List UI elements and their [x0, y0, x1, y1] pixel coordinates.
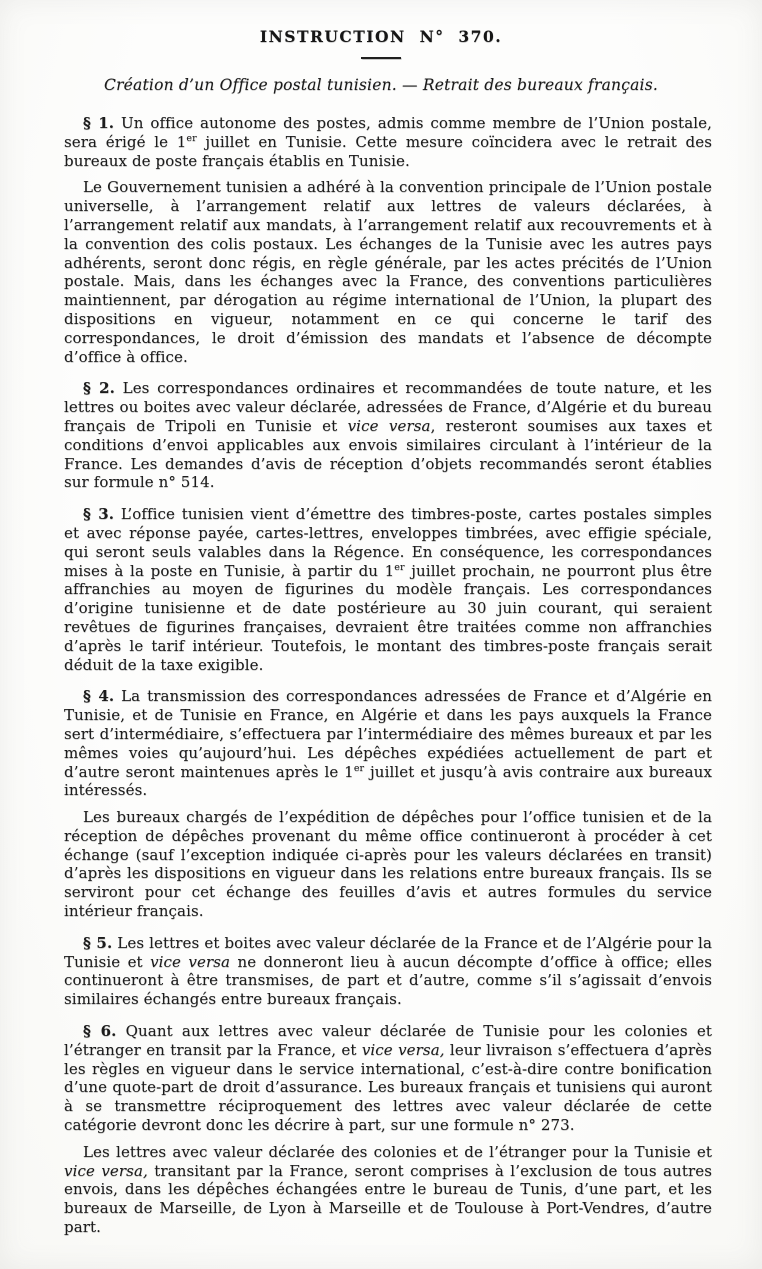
header-divider-rule	[361, 57, 401, 59]
document-title: Création d’un Office postal tunisien. — Retrait des bureaux français.	[104, 76, 658, 94]
body-text: transitant par la France, seront comprises à l’exclusion de tous autres envois, dans les dépêches échangées entre le bureau de Tunis, d’une part, et les bureaux de Marseille, de Lyon à Marseille et de Toulouse à Port-Vendres, d’autre part.	[64, 1161, 712, 1237]
body-text: Un office autonome des postes, admis comme membre de l’Union postale, sera érigé le 1	[64, 114, 712, 151]
section-paragraph	[64, 1022, 712, 1135]
italic-text: vice versa	[150, 952, 231, 971]
body-text: Le Gouvernement tunisien a adhéré à la convention principale de l’Union postale universelle, à l’arrangement relatif aux lettres de valeurs déclarées, à l’arrangement relatif aux mandats, à l’arrangement relatif aux recouvrements et à la convention des colis postaux. Les échanges de la Tunisie avec les autres pays adhérents, seront donc régis, en règle générale, par les actes précités de l’Union postale. Mais, dans les échanges avec la France, des conventions particulières maintiennent, par dérogation au régime international de l’Union, la plupart des dispositions en vigueur, notamment en ce qui concerne le tarif des correspondances, le droit d’émission des mandats et l’absence de décompte d’office à office.	[64, 178, 712, 366]
section-paragraph	[64, 934, 712, 1009]
section-paragraph	[64, 505, 712, 674]
section-label: § 4.	[83, 687, 115, 706]
body-text: juillet et jusqu’à avis contraire aux bureaux intéressés.	[64, 762, 713, 800]
section-label: § 2.	[83, 379, 115, 398]
italic-text: vice versa,	[64, 1161, 148, 1180]
ordinal-superscript: er	[353, 762, 365, 774]
ordinal-superscript: er	[186, 132, 197, 144]
section-label: § 1.	[83, 114, 115, 132]
section-paragraph	[64, 114, 712, 170]
body-text: , resteront soumises aux taxes et conditions d’envoi applicables aux envois similaires circulant à l’intérieur de la France. Les demandes d’avis de réception d’objets recommandés seront établies sur formule n° 514.	[64, 416, 713, 492]
italic-text: vice versa	[347, 416, 431, 435]
ordinal-superscript: er	[394, 561, 405, 573]
paragraph	[64, 178, 712, 366]
body-text: Les lettres avec valeur déclarée des colonies et de l’étranger pour la Tunisie et	[83, 1142, 712, 1161]
section-label: § 3.	[83, 505, 115, 524]
body-text: Les lettres et boites avec valeur déclarée de la France et de l’Algérie pour la Tunisie et	[64, 933, 712, 971]
paragraph	[64, 808, 712, 921]
body-text: juillet prochain, ne pourront plus être affranchies au moyen de figurines du modèle français. Les correspondances d’origine tunisienne et de date postérieure au 30 juin courant, qui seraient revêtues de figurines françaises, devraient être traitées comme non affranchies d’après le tarif intérieur. Toutefois, le montant des timbres-poste français serait déduit de la taxe exigible.	[64, 561, 712, 674]
document-body	[64, 114, 712, 1237]
body-text: Les correspondances ordinaires et recommandées de toute nature, et les lettres ou boites avec valeur déclarée, adressées de France, d’Algérie et du bureau français de Tripoli en Tunisie et	[64, 379, 712, 435]
section-label: § 5.	[83, 933, 113, 952]
body-text: ne donneront lieu à aucun décompte d’office à office; elles continueront à être transmises, de part et d’autre, comme s’il s’agissait d’envois similaires échangés entre bureaux français.	[64, 952, 712, 1009]
section-paragraph	[64, 379, 712, 492]
body-text: Quant aux lettres avec valeur déclarée de Tunisie pour les colonies et l’étranger en transit par la France, et	[64, 1022, 712, 1059]
paragraph	[64, 1143, 712, 1237]
body-text: leur livraison s’effectuera d’après les règles en vigueur dans le service international, c’est-à-dire contre bonification d’une quote-part de droit d’assurance. Les bureaux français et tunisiens qui auront à se transmettre réciproquement des lettres avec valeur déclarée de cette catégorie devront donc les décrire à part, sur une formule n° 273.	[64, 1040, 712, 1135]
section-label: § 6.	[83, 1022, 117, 1041]
document-header: INSTRUCTION N° 370.	[259, 27, 503, 46]
section-paragraph	[64, 687, 712, 800]
body-text: juillet en Tunisie. Cette mesure coïncidera avec le retrait des bureaux de poste français établis en Tunisie.	[64, 132, 712, 170]
italic-text: vice versa,	[361, 1040, 445, 1059]
body-text: Les bureaux chargés de l’expédition de dépêches pour l’office tunisien et de la réception de dépêches provenant du même office continueront à procéder à cet échange (sauf l’exception indiquée ci-après pour les valeurs déclarées en transit) d’après les dispositions en vigueur dans les relations entre bureaux français. Ils se serviront pour cet échange des feuilles d’avis et autres formules du service intérieur français.	[64, 808, 712, 921]
body-text: L’office tunisien vient d’émettre des timbres-poste, cartes postales simples et avec réponse payée, cartes-lettres, enveloppes timbrées, avec effigie spéciale, qui seront seuls valables dans la Régence. En conséquence, les correspondances mises à la poste en Tunisie, à partir du 1	[64, 505, 712, 580]
body-text: La transmission des correspondances adressées de France et d’Algérie en Tunisie, et de Tunisie en France, en Algérie et dans les pays auxquels la France sert d’intermédiaire, s’effectuera par l’intermédiaire des mêmes bureaux et par les mêmes voies qu’aujourd’hui. Les dépêches expédiées actuellement de part et d’autre seront maintenues après le 1	[64, 687, 712, 781]
